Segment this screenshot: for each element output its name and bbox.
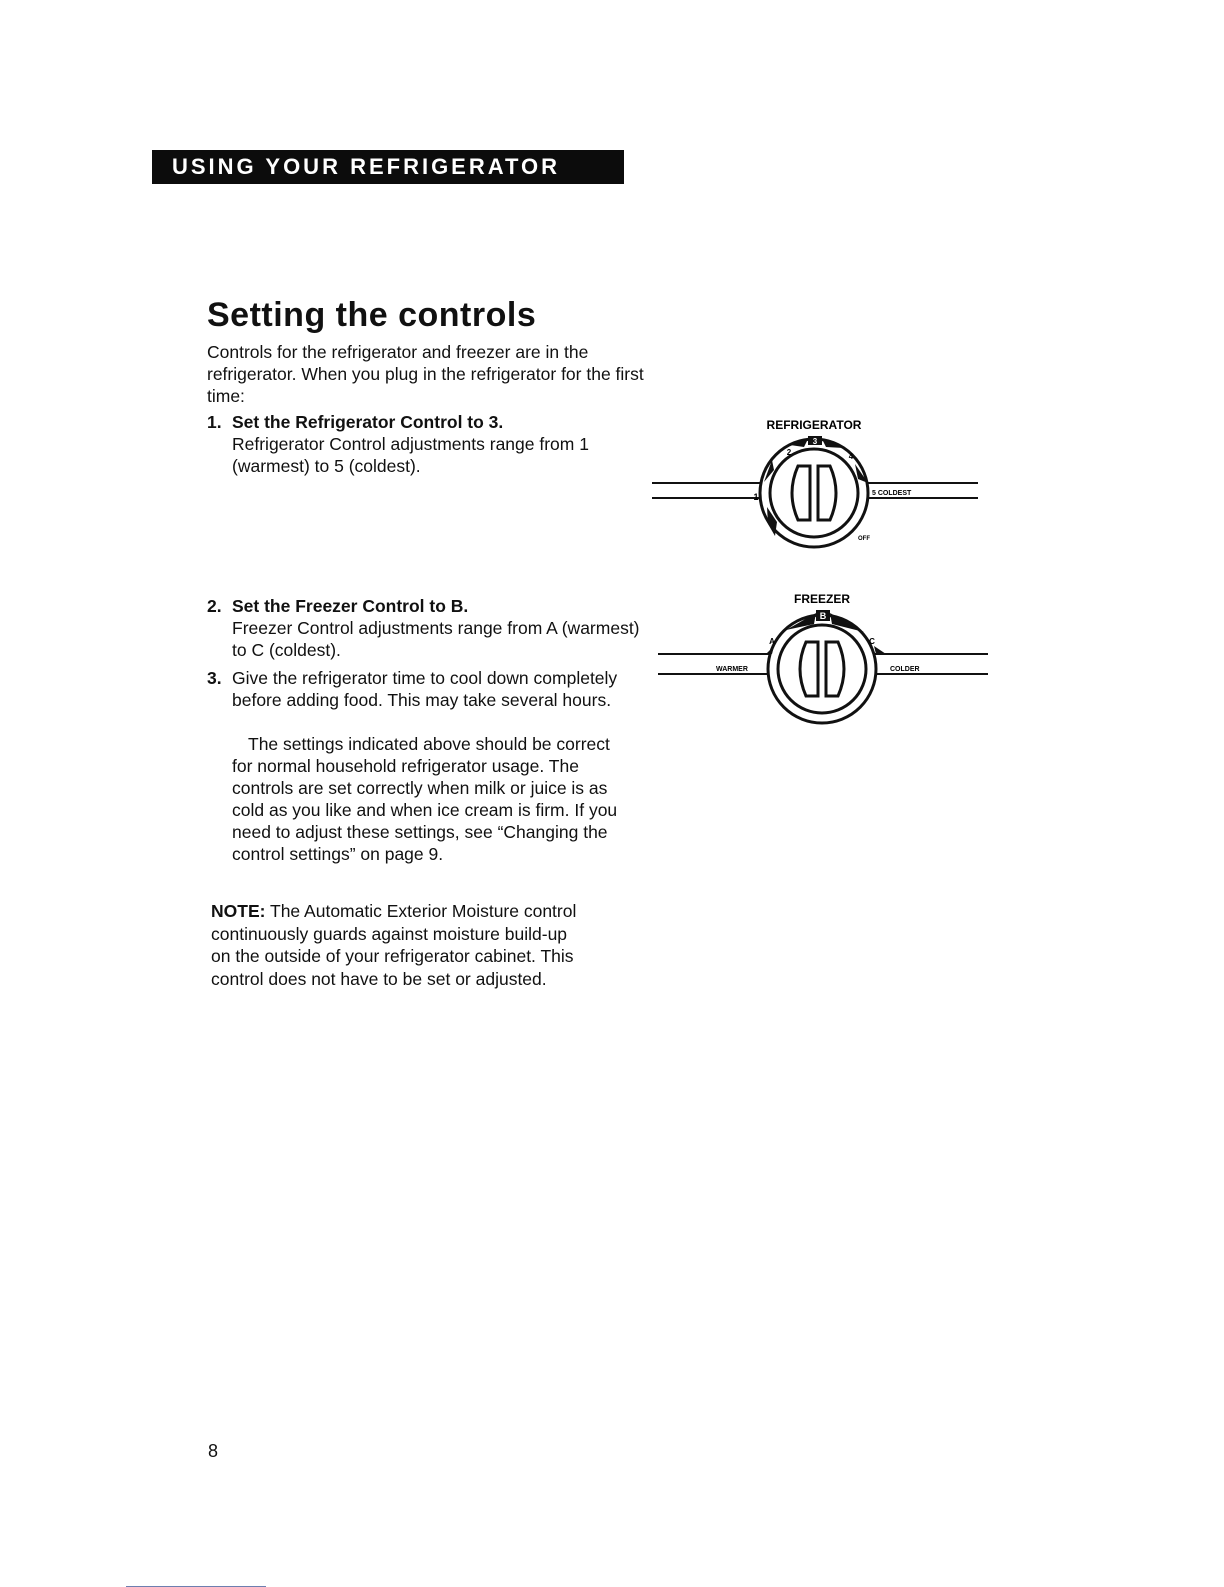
step-3-body: Give the refrigerator time to cool down completely before adding food. This may take several hours.	[232, 668, 618, 710]
freezer-dial-title: FREEZER	[793, 592, 851, 606]
section-header: USING YOUR REFRIGERATOR	[152, 150, 624, 184]
step-1-number: 1.	[207, 412, 222, 432]
intro-paragraph: Controls for the refrigerator and freezer are in the refrigerator. When you plug in the refrigerator for the first time:	[207, 342, 644, 406]
page-title: Setting the controls	[207, 296, 537, 334]
freezer-colder-arrow	[874, 646, 886, 654]
note-text: The Automatic Exterior Moisture control continuously guards against moisture build-up on the outside of your refrigerator cabinet. This control does not have to be set or adjusted.	[211, 901, 577, 989]
step-2-heading: Set the Freezer Control to B.	[232, 596, 469, 616]
refrigerator-dial-title: REFRIGERATOR	[766, 418, 862, 432]
freezer-setting-a: A	[769, 637, 775, 646]
step-2-body: Freezer Control adjustments range from A (warmest) to C (coldest).	[232, 618, 640, 660]
freezer-control-diagram	[654, 588, 990, 728]
step-1-body: Refrigerator Control adjustments range from 1 (warmest) to 5 (coldest).	[232, 434, 589, 476]
refrigerator-off-label: OFF	[858, 536, 870, 542]
note-label: NOTE:	[211, 901, 266, 921]
freezer-setting-c: C	[869, 637, 875, 646]
step-1-heading: Set the Refrigerator Control to 3.	[232, 412, 504, 432]
refrigerator-setting-1: 1	[753, 492, 759, 502]
refrigerator-control-diagram	[648, 412, 980, 562]
freezer-warmer-label: WARMER	[716, 666, 748, 673]
refrigerator-dial-knob	[770, 449, 858, 537]
step-3-body-continued: The settings indicated above should be correct for normal household refrigerator usage. The controls are set correctly when milk or juice is as cold as you like and when ice cream is firm. If you need to adjust these settings, see “Changing the control settings” on page 9.	[232, 734, 618, 864]
freezer-colder-label: COLDER	[890, 666, 920, 673]
step-2-number: 2.	[207, 596, 222, 616]
freezer-selected-setting: B	[819, 611, 827, 621]
note-paragraph	[211, 900, 591, 990]
refrigerator-coldest-label: 5 COLDEST	[872, 490, 912, 497]
page-number: 8	[208, 1441, 219, 1461]
refrigerator-setting-4: 4	[848, 452, 854, 461]
freezer-dial-knob	[778, 625, 866, 713]
refrigerator-selected-setting: 3	[812, 437, 818, 446]
step-3-number: 3.	[207, 668, 222, 688]
refrigerator-setting-2: 2	[786, 448, 792, 457]
